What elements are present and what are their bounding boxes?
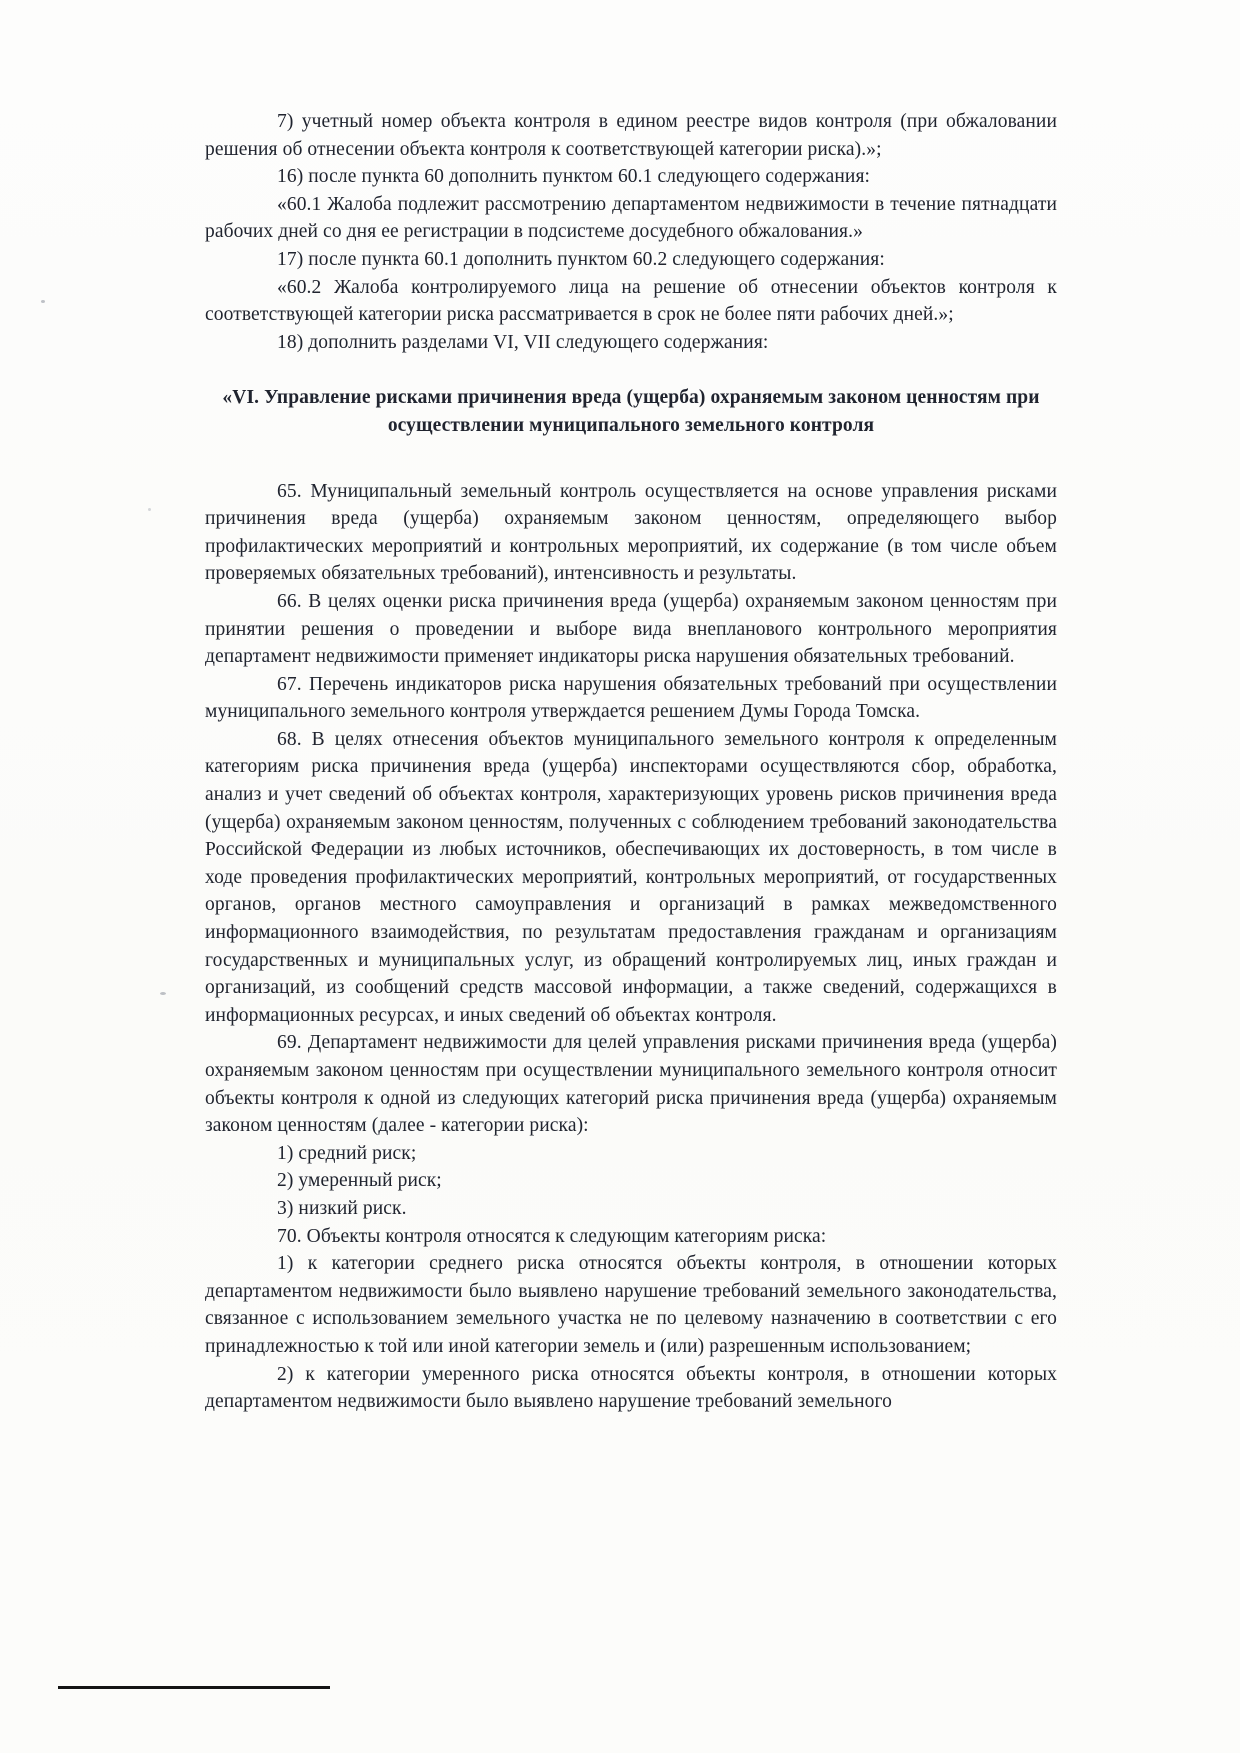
paragraph-67: 67. Перечень индикаторов риска нарушения обязательных требований при осуществлении муниципального земельного контроля утверждается решением Думы Города Томска. [205, 673, 1057, 723]
paragraph-item-7: 7) учетный номер объекта контроля в едином реестре видов контроля (при обжаловании решения об отнесении объекта контроля к соответствующей категории риска).»; [205, 111, 1057, 160]
risk-category-item-3: 3) низкий риск. [277, 1197, 407, 1219]
risk-category-item-1: 1) средний риск; [277, 1142, 417, 1164]
scan-speck [41, 300, 45, 303]
paragraph-item-16: 16) после пункта 60 дополнить пунктом 60.1 следующего содержания: [277, 166, 871, 188]
paragraph-68: 68. В целях отнесения объектов муниципального земельного контроля к определенным категориям риска причинения вреда (ущерба) инспекторами осуществляются сбор, обработка, анализ и учет сведений об объектах контроля, характеризующих уровень рисков причинения вреда (ущерба) охраняемым законом ценностям, полученных с соблюдением требований законодательства Российской Федерации из любых источников, обеспечивающих их достоверность, в том числе в ходе проведения профилактических мероприятий, контрольных мероприятий, от государственных органов, органов местного самоуправления и организаций в рамках межведомственного информационного взаимодействия, по результатам предоставления гражданам и организациям государственных и муниципальных услуг, из обращений контролируемых лиц, иных граждан и организаций, из сообщений средств массовой информации, а также сведений, содержащихся в информационных ресурсах, и иных сведений об объектах контроля. [205, 728, 1057, 1026]
paragraph-quote-60-1: «60.1 Жалоба подлежит рассмотрению департаментом недвижимости в течение пятнадцати рабочих дней со дня ее регистрации в подсистеме досудебного обжалования.» [205, 193, 1057, 243]
paragraph-quote-60-2: «60.2 Жалоба контролируемого лица на решение об отнесении объектов контроля к соответствующей категории риска рассматривается в срок не более пяти рабочих дней.»; [205, 276, 1057, 326]
paragraph-66: 66. В целях оценки риска причинения вреда (ущерба) охраняемым законом ценностям при принятии решения о проведении и выборе вида внепланового контрольного мероприятия департамент недвижимости применяет индикаторы риска нарушения обязательных требований. [205, 590, 1057, 668]
paragraph-69: 69. Департамент недвижимости для целей управления рисками причинения вреда (ущерба) охраняемым законом ценностям при осуществлении муниципального земельного контроля относит объекты контроля к одной из следующих категорий риска причинения вреда (ущерба) охраняемым законом ценностям (далее - категории риска): [205, 1032, 1057, 1137]
paragraph-70-item-1: 1) к категории среднего риска относятся объекты контроля, в отношении которых департаментом недвижимости было выявлено нарушение требований земельного законодательства, связанное с использованием земельного участка не по целевому назначению в соответствии с его принадлежностью к той или иной категории земель и (или) разрешенным использованием; [205, 1253, 1057, 1357]
scan-speck [148, 508, 151, 511]
paragraph-70: 70. Объекты контроля относятся к следующим категориям риска: [277, 1225, 827, 1247]
scan-speck [160, 992, 166, 995]
paragraph-item-17: 17) после пункта 60.1 дополнить пунктом 60.2 следующего содержания: [277, 248, 885, 270]
section-heading-vi: «VI. Управление рисками причинения вреда (ущерба) охраняемым законом ценностям при осуществлении муниципального земельного контроля [222, 387, 1040, 436]
paragraph-65: 65. Муниципальный земельный контроль осуществляется на основе управления рисками причинения вреда (ущерба) охраняемым законом ценностям, определяющего выбор профилактических мероприятий и контрольных мероприятий, их содержание (в том числе объем проверяемых обязательных требований), интенсивность и результаты. [205, 480, 1057, 585]
paragraph-item-18: 18) дополнить разделами VI, VII следующего содержания: [277, 331, 769, 353]
paragraph-70-item-2: 2) к категории умеренного риска относятся объекты контроля, в отношении которых департаментом недвижимости было выявлено нарушение требований земельного [205, 1363, 1057, 1413]
footer-line [58, 1686, 330, 1689]
document-text-block [205, 108, 1057, 1416]
risk-category-item-2: 2) умеренный риск; [277, 1170, 442, 1192]
